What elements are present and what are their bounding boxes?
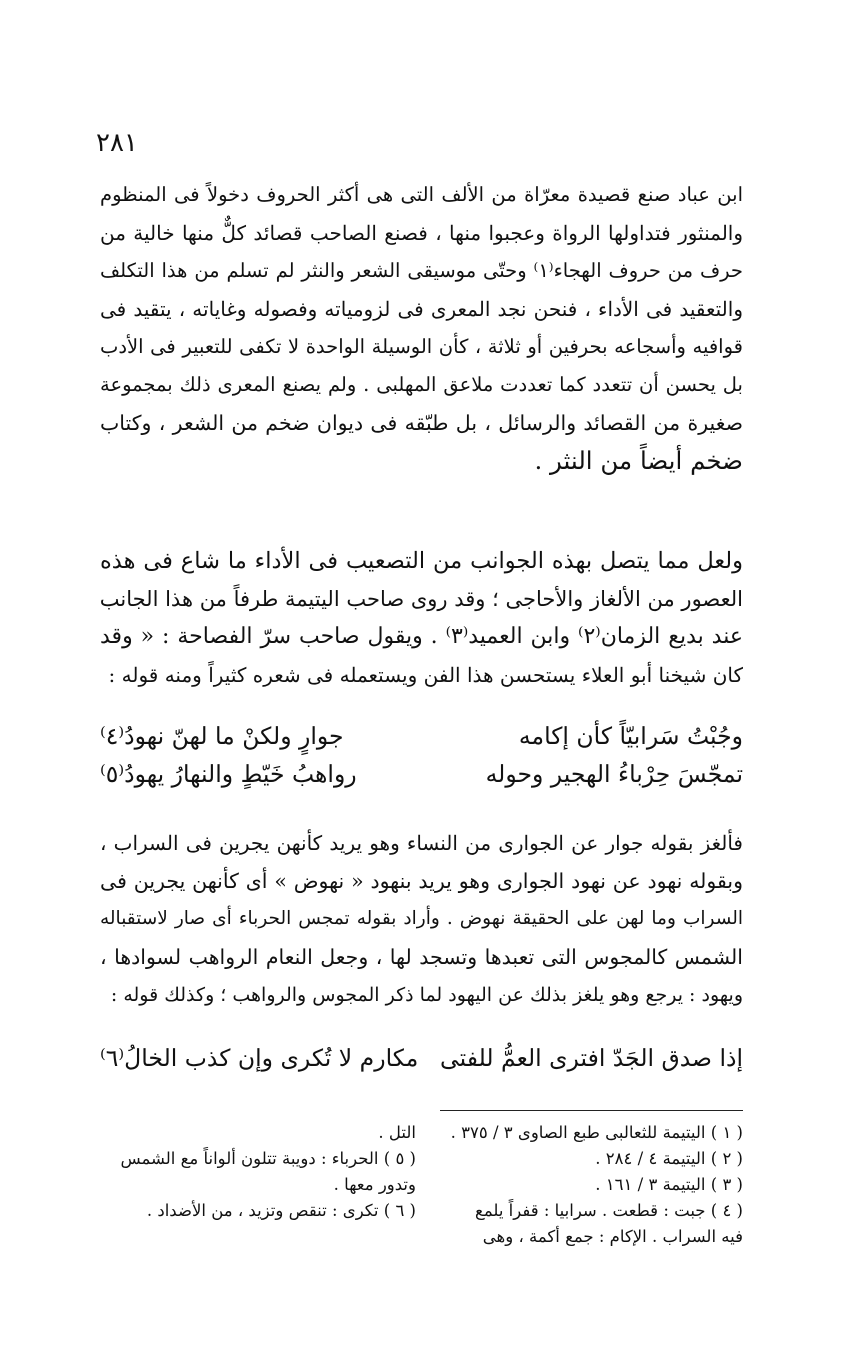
footnote: ( ٦ ) تكرى : تنقص وتزيد ، من الأضداد . xyxy=(146,1201,416,1220)
footnotes-left-column xyxy=(96,1120,416,1224)
text-line: ضخم أيضاً من النثر . xyxy=(534,446,743,475)
text-line: عند بديع الزمان⁽٢⁾ وابن العميد⁽٣⁾ . ويقول صاحب سرّ الفصاحة : « وقد xyxy=(100,624,743,649)
footnote-divider xyxy=(440,1110,743,1111)
text-line: ولعل مما يتصل بهذه الجوانب من التصعيب فى الأداء ما شاع فى هذه xyxy=(100,548,743,574)
verse-second-hemistich: جوارٍ ولكنْ ما لهنّ نهودُ⁽٤⁾ xyxy=(100,722,344,750)
verse-second-hemistich: رواهبُ خَيّطٍ والنهارُ يهودُ⁽٥⁾ xyxy=(100,760,357,788)
paragraph-3 xyxy=(100,824,743,1014)
verse-first-hemistich: وجُبْتُ سَرابيّاً كأن إكامه xyxy=(518,722,743,750)
text-line: صغيرة من القصائد والرسائل ، بل طبّقه فى ديوان ضخم من الشعر ، وكتاب xyxy=(100,411,743,435)
text-line: قوافيه وأسجاعه بحرفين أو ثلاثة ، كأن الوسيلة الواحدة لا تكفى للتعبير فى الأدب xyxy=(100,335,743,358)
text-line: والمنثور فتداولها الرواة وعجبوا منها ، فصنع الصاحب قصائد كلٌّ منها خالية من xyxy=(100,221,743,245)
footnote: ( ٢ ) اليتيمة ٤ / ٢٨٤ . xyxy=(595,1149,743,1168)
poem-verse xyxy=(100,722,743,756)
footnotes-right-column xyxy=(423,1120,743,1250)
footnote: ( ٥ ) الحرباء : دويبة تتلون ألواناً مع الشمس xyxy=(120,1149,416,1168)
text-line: ويهود : يرجع وهو يلغز بذلك عن اليهود لما ذكر المجوس والرواهب ؛ وكذلك قوله : xyxy=(110,984,743,1006)
text-line: حرف من حروف الهجاء⁽١⁾ وحتّى موسيقى الشعر والنثر لم تسلم من هذا التكلف xyxy=(100,259,743,282)
poem-verse xyxy=(100,1044,743,1078)
page-number: ٢٨١ xyxy=(96,128,138,158)
verse-first-hemistich: إذا صدق الجَدّ افترى العمُّ للفتى xyxy=(440,1044,743,1072)
paragraph-2 xyxy=(100,542,743,694)
text-line: الشمس كالمجوس التى تعبدها وتسجد لها ، وجعل النعام الرواهب لسوادها ، xyxy=(100,945,743,969)
poem-verse xyxy=(100,760,743,794)
footnote: ( ٣ ) اليتيمة ٣ / ١٦١ . xyxy=(595,1175,743,1194)
text-line: السراب وما لهن على الحقيقة نهوض . وأراد بقوله تمجس الحرباء أى صار لاستقباله xyxy=(100,908,743,929)
text-line: وبقوله نهود عن نهود الجوارى وهو يريد بنهود « نهوض » أى كأنهن يجرين فى xyxy=(100,869,743,893)
verse-first-hemistich: تمجّسَ حِرْباءُ الهجير وحوله xyxy=(485,760,743,788)
footnote: فيه السراب . الإكام : جمع أكمة ، وهى xyxy=(482,1227,743,1246)
text-line: فألغز بقوله جوار عن الجوارى من النساء وهو يريد كأنهن يجرين فى السراب ، xyxy=(100,831,743,855)
footnote: وتدور معها . xyxy=(333,1175,416,1194)
text-line: كان شيخنا أبو العلاء يستحسن هذا الفن ويستعمله فى شعره كثيراً ومنه قوله : xyxy=(108,663,743,687)
text-line: العصور من الألغاز والأحاجى ؛ وقد روى صاحب اليتيمة طرفاً من هذا الجانب xyxy=(100,587,743,611)
text-line: والتعقيد فى الأداء ، فنحن نجد المعرى فى لزومياته وفصوله وغاياته ، يتقيد فى xyxy=(100,297,743,321)
footnote: ( ٤ ) جبت : قطعت . سرابيا : قفراً يلمع xyxy=(475,1201,743,1220)
verse-second-hemistich: مكارم لا تُكرى وإن كذب الخالُ⁽٦⁾ xyxy=(100,1044,419,1072)
footnote: ( ١ ) اليتيمة للثعالبى طبع الصاوى ٣ / ٣٧٥ . xyxy=(450,1123,743,1142)
paragraph-1 xyxy=(100,176,743,480)
footnote: التل . xyxy=(378,1123,416,1142)
text-line: بل يحسن أن تتعدد كما تعددت ملاعق المهلبى . ولم يصنع المعرى ذلك بمجموعة xyxy=(100,373,743,396)
text-line: ابن عباد صنع قصيدة معرّاة من الألف التى هى أكثر الحروف دخولاً فى المنظوم xyxy=(100,183,743,206)
